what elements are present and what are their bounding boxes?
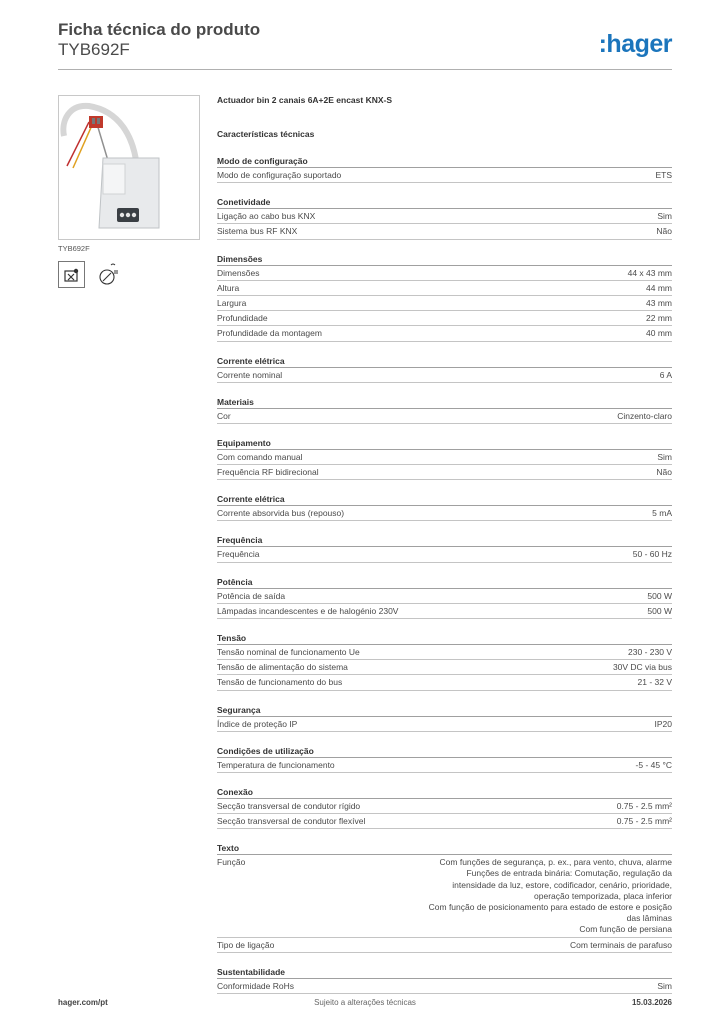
spec-value: 30V DC via bus [612,662,672,673]
spec-label: Profundidade da montagem [217,328,322,339]
spec-section [217,632,672,691]
specification-panel [217,95,672,1007]
spec-value: Sim [657,451,672,462]
spec-label: Lâmpadas incandescentes e de halogénio 230V [217,605,399,616]
ac-dc-bulb-icon [95,261,122,288]
spec-value: 0.75 - 2.5 mm² [616,800,672,811]
spec-label: Tensão nominal de funcionamento Ue [217,647,360,657]
section-title: Conetividade [217,196,672,209]
spec-label: Potência de saída [217,590,286,601]
spec-label: Dimensões [217,267,260,278]
spec-value: Cinzento-claro [617,410,672,421]
no-glow-wire-icon [58,261,85,288]
spec-section [217,842,672,953]
spec-row [217,660,672,675]
section-title: Corrente elétrica [217,493,672,506]
spec-row [217,675,672,690]
spec-row [217,758,672,773]
spec-label: Corrente absorvida bus (repouso) [217,508,345,519]
spec-row [217,266,672,281]
spec-row [217,979,672,994]
section-title: Modo de configuração [217,155,672,168]
spec-row [217,465,672,480]
footer-website: hager.com/pt [58,998,108,1007]
product-code: TYB692F [58,40,130,59]
spec-value: 44 mm [646,282,672,293]
spec-value: 21 - 32 V [637,677,672,688]
spec-label: Com comando manual [217,451,303,462]
spec-row [217,855,672,937]
spec-row [217,450,672,465]
spec-value: 0.75 - 2.5 mm² [616,816,672,827]
spec-label: Tensão de funcionamento do bus [217,677,343,688]
spec-section [217,355,672,383]
spec-value: IP20 [654,718,672,729]
section-title: Sustentabilidade [217,966,672,979]
spec-value: 43 mm [646,297,672,308]
spec-label: Temperatura de funcionamento [217,759,335,770]
spec-row [217,506,672,521]
spec-section [217,253,672,342]
section-title: Potência [217,576,672,589]
spec-section [217,437,672,480]
spec-label: Corrente nominal [217,369,283,380]
spec-label: Índice de proteção IP [217,718,298,729]
spec-section [217,534,672,562]
spec-row [217,717,672,732]
product-image [58,95,200,240]
document-title: Ficha técnica do produto [58,20,261,39]
section-title: Condições de utilização [217,745,672,758]
spec-label: Função [217,857,246,868]
spec-label: Frequência RF bidirecional [217,467,319,478]
spec-row [217,604,672,619]
spec-value: 500 W [647,605,672,616]
spec-row [217,281,672,296]
section-title: Dimensões [217,253,672,266]
spec-label: Profundidade [217,313,268,324]
product-name: Actuador bin 2 canais 6A+2E encast KNX-S [217,95,393,105]
spec-value: 500 W [647,590,672,601]
spec-label: Tipo de ligação [217,939,275,950]
spec-section [217,786,672,829]
spec-row [217,296,672,311]
spec-section [217,576,672,619]
footer-date: 15.03.2026 [631,998,672,1007]
section-title: Frequência [217,534,672,547]
spec-row [217,814,672,829]
spec-row [217,645,672,660]
spec-value: Com terminais de parafuso [569,939,672,950]
spec-row [217,799,672,814]
spec-value: Sim [657,211,672,222]
image-caption: TYB692F [58,244,90,253]
spec-row [217,368,672,383]
spec-value: Não [656,226,672,237]
spec-row [217,209,672,224]
section-title: Corrente elétrica [217,355,672,368]
spec-label: Secção transversal de condutor rígido [217,800,361,811]
spec-section [217,966,672,994]
section-title: Equipamento [217,437,672,450]
spec-label: Altura [217,282,240,293]
spec-section [217,196,672,239]
spec-value: Não [656,467,672,478]
spec-label: Tensão de alimentação do sistema [217,662,348,673]
section-title: Conexão [217,786,672,799]
spec-value: -5 - 45 °C [635,759,672,770]
hager-logo: :hager [598,30,672,58]
spec-label: Frequência [217,549,260,560]
spec-section [217,745,672,773]
spec-value: 230 - 230 V [628,647,672,657]
page-header [58,20,672,70]
spec-label: Cor [217,410,231,421]
header-divider [58,69,672,70]
spec-row [217,547,672,562]
spec-section [217,493,672,521]
section-title: Segurança [217,704,672,717]
spec-label: Conformidade RoHs [217,980,295,991]
spec-row [217,168,672,183]
spec-row [217,326,672,341]
spec-value: 5 mA [652,508,672,519]
spec-row [217,224,672,239]
spec-value: 40 mm [646,328,672,339]
spec-value: 6 A [659,369,672,380]
spec-value: ETS [655,170,672,180]
section-title: Materiais [217,396,672,409]
spec-label: Secção transversal de condutor flexível [217,816,366,827]
spec-label: Sistema bus RF KNX [217,226,298,237]
spec-value: 22 mm [646,313,672,324]
spec-row [217,311,672,326]
spec-row [217,589,672,604]
spec-section [217,396,672,424]
product-image-column [58,95,200,288]
spec-value: 44 x 43 mm [627,267,672,278]
spec-value: Sim [657,980,672,991]
footer-disclaimer: Sujeito a alterações técnicas [314,998,416,1007]
spec-label: Ligação ao cabo bus KNX [217,211,316,222]
spec-value: Com funções de segurança, p. ex., para vento, chuva, alarme Funções de entrada binária: Comutação, regulação da intensidade da luz, estore, codificador, cenário, prioridade, operação temporizada, placa inferior Com função de posicionamento para estado de estore e posição das lâminas Com função de persiana [428,857,672,934]
section-title: Texto [217,842,672,855]
spec-row [217,409,672,424]
spec-label: Modo de configuração suportado [217,170,342,180]
section-title: Tensão [217,632,672,645]
spec-label: Largura [217,297,247,308]
spec-value: 50 - 60 Hz [632,549,672,560]
specifications-heading: Características técnicas [217,129,315,139]
spec-row [217,938,672,953]
spec-section [217,704,672,732]
spec-section [217,155,672,183]
